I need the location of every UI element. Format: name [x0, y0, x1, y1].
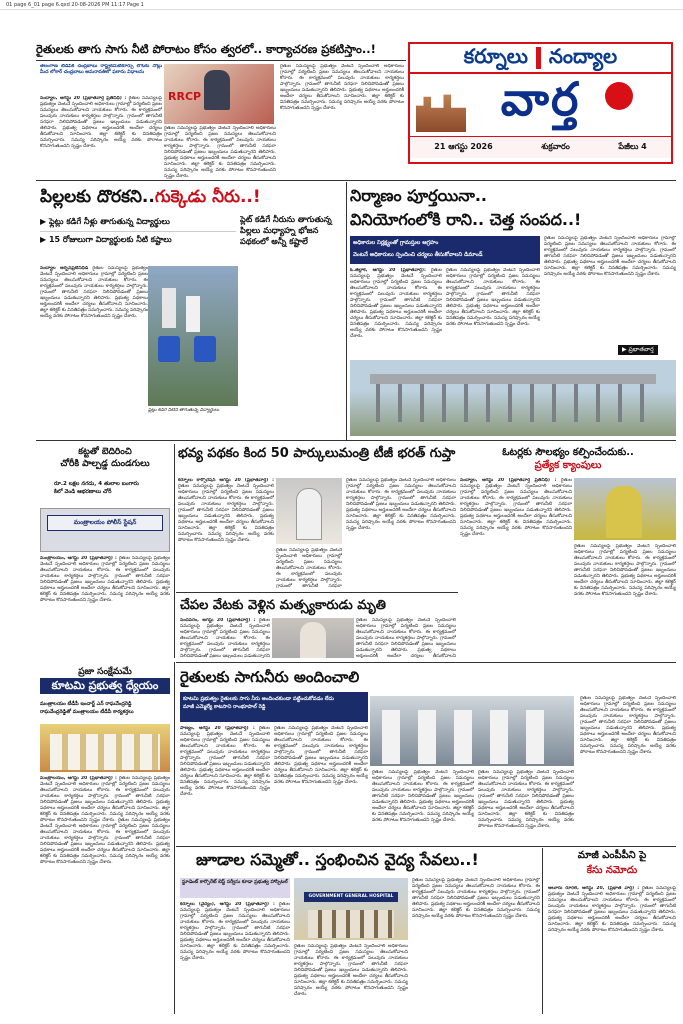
- story9-sub-1: కూటమి ప్రభుత్వం రైతులకు సాగు నీరు అందించకుండా పట్టించుకోవడం లేదు: [183, 696, 334, 702]
- story4-text: రైతుల సమస్యలపై ప్రభుత్వం వెంటనే స్పందించాలి అధికారులు గ్రామాల్లో పర్యటించి ప్రజల సమస్యలు తెలుసుకోవాలని నాయకులు కోరారు. ఈ కార్యక్రమంలో పలువురు నాయకులు కార్యకర్తలు పాల్గొన్నారు. గ్రామంలో తాగునీటి సరఫరా నిలిచిపోవడంతో ప్రజలు ఇబ్బందులు పడుతున్నారని తెలిపారు. ప్రభుత్వ పథకాలు అర్హులందరికీ అందేలా చర్యలు తీసుకోవాలని సూచించారు. జిల్లా కలెక్టర్ కు వినతిపత్రం సమర్పించారు. సమస్య పరిష్కారం అయ్యే వరకు పోరాటం కొనసాగుతుందని స్పష్టం చేశారు.: [40, 556, 170, 603]
- story1-headline-wrap: [36, 40, 404, 60]
- story3-photo-credit: ▶ ప్రభాతవార్త: [618, 345, 658, 355]
- story2-headline-red: గుక్కెడు నీరు..!: [154, 187, 261, 207]
- story1-dateline: నంద్యాల, ఆగస్టు 20 (ప్రభాతవార్త ప్రతినిధి) :: [40, 96, 127, 101]
- masthead-separator: [536, 47, 541, 69]
- fisherman-figure: [300, 622, 326, 658]
- story10-sub-1-box: [180, 878, 290, 898]
- story6-text: రైతుల సమస్యలపై ప్రభుత్వం వెంటనే స్పందించాలి అధికారులు గ్రామాల్లో పర్యటించి ప్రజల సమస్యలు తెలుసుకోవాలని నాయకులు కోరారు. ఈ కార్యక్రమంలో పలువురు నాయకులు కార్యకర్తలు పాల్గొన్నారు. గ్రామంలో తాగునీటి సరఫరా నిలిచిపోవడంతో ప్రజలు ఇబ్బందులు పడుతున్నారని తెలిపారు. ప్రభుత్వ పథకాలు అర్హులందరికీ అందేలా చర్యలు తీసుకోవాలని సూచించారు. జిల్లా కలెక్టర్ కు వినతిపత్రం సమర్పించారు. సమస్య పరిష్కారం అయ్యే వరకు పోరాటం కొనసాగుతుందని స్పష్టం చేశారు.: [460, 478, 572, 537]
- story8-body: [40, 776, 170, 1016]
- story4-headline-line1: కట్టతో బెదిరించి: [78, 447, 132, 457]
- story5-text: రైతుల సమస్యలపై ప్రభుత్వం వెంటనే స్పందించాలి అధికారులు గ్రామాల్లో పర్యటించి ప్రజల సమస్యలు తెలుసుకోవాలని నాయకులు కోరారు. ఈ కార్యక్రమంలో పలువురు నాయకులు కార్యకర్తలు పాల్గొన్నారు. గ్రామంలో తాగునీటి సరఫరా నిలిచిపోవడంతో ప్రజలు ఇబ్బందులు పడుతున్నారని తెలిపారు. ప్రభుత్వ పథకాలు అర్హులందరికీ అందేలా చర్యలు తీసుకోవాలని సూచించారు. జిల్లా కలెక్టర్ కు వినతిపత్రం సమర్పించారు. సమస్య పరిష్కారం అయ్యే వరకు పోరాటం కొనసాగుతుందని స్పష్టం చేశారు.: [178, 484, 274, 543]
- story10-photo: [294, 878, 408, 940]
- student-figure: [162, 288, 176, 328]
- story9-subs: [180, 692, 368, 722]
- story2-body: [40, 266, 148, 412]
- column-rule: [346, 182, 347, 440]
- story2-photo: [148, 266, 238, 406]
- story3-sub2: వెంటనే అధికారులు స్పందించి చర్యలు తీసుకోవాలని డిమాండ్: [353, 252, 483, 258]
- story2-caption: ప్లేట్లు కడిగే నీటిని తాగుతున్న విద్యార్థులు: [148, 408, 220, 413]
- story1-body-col3: రైతుల సమస్యలపై ప్రభుత్వం వెంటనే స్పందించాలి అధికారులు గ్రామాల్లో పర్యటించి ప్రజల సమస్యలు తెలుసుకోవాలని నాయకులు కోరారు. ఈ కార్యక్రమంలో పలువురు నాయకులు కార్యకర్తలు పాల్గొన్నారు. గ్రామంలో తాగునీటి సరఫరా నిలిచిపోవడంతో ప్రజలు ఇబ్బందులు పడుతున్నారని తెలిపారు. ప్రభుత్వ పథకాలు అర్హులందరికీ అందేలా చర్యలు తీసుకోవాలని సూచించారు. జిల్లా కలెక్టర్ కు వినతిపత్రం సమర్పించారు. సమస్య పరిష్కారం అయ్యే వరకు పోరాటం కొనసాగుతుందని స్పష్టం చేశారు.: [280, 64, 404, 111]
- story7-headline: చేపల వేటకు వెళ్లిన మత్స్యకారుడు మృతి: [180, 598, 386, 613]
- story4-sub-1: రూ.2 లక్షల నగదు, 4 తులాల బంగారు: [54, 481, 139, 487]
- brand-name: వార్త: [500, 72, 581, 126]
- story8-headline-line2: కూటమి ప్రభుత్వ ధ్యేయం: [40, 678, 170, 694]
- student-figure: [186, 296, 200, 332]
- story3-headline-line2: వినియోగంలోకి రాని.. చెత్త సంపద..!: [350, 210, 582, 229]
- press-meet-figures: [382, 710, 562, 764]
- story4-subs: [54, 480, 164, 502]
- story4-body: [40, 556, 170, 664]
- story4-headline: [40, 446, 170, 476]
- story3-body-col3: రైతుల సమస్యలపై ప్రభుత్వం వెంటనే స్పందించాలి అధికారులు గ్రామాల్లో పర్యటించి ప్రజల సమస్యలు తెలుసుకోవాలని నాయకులు కోరారు. ఈ కార్యక్రమంలో పలువురు నాయకులు కార్యకర్తలు పాల్గొన్నారు. గ్రామంలో తాగునీటి సరఫరా నిలిచిపోవడంతో ప్రజలు ఇబ్బందులు పడుతున్నారని తెలిపారు. ప్రభుత్వ పథకాలు అర్హులందరికీ అందేలా చర్యలు తీసుకోవాలని సూచించారు. జిల్లా కలెక్టర్ కు వినతిపత్రం సమర్పించారు. సమస్య పరిష్కారం అయ్యే వరకు పోరాటం కొనసాగుతుందని స్పష్టం చేశారు.: [544, 236, 676, 277]
- story7-body: [180, 618, 270, 658]
- police-station-sign: మంత్రాలయం పోలీస్ స్టేషన్: [47, 515, 163, 531]
- story2-pullquote: ప్లెట్ కడిగే నీరును తాగుతున్న పిల్లలు మధ్యాహ్న భోజన పథకంలో అన్నీ కష్టాలే: [240, 214, 332, 247]
- story9-body: [180, 726, 270, 844]
- section-rule-4: [176, 662, 676, 663]
- story10-headline: జూడాల సమ్మెతో.. స్తంభించిన వైద్య సేవలు..!: [196, 850, 479, 869]
- minister-figure: [296, 488, 322, 540]
- story10-sub-1: స్టూడెంట్ కార్పొరేట్ బెస్ట్ సర్వీసు కూడా ప్రభుత్వ హాస్పిటల్: [182, 880, 288, 885]
- fort-icon: [416, 88, 466, 132]
- shed-pillars: [376, 384, 650, 422]
- story3-dateline: ఓ.జిల్లాకే, ఆగస్టు 20 (ప్రభాతవార్త):: [350, 268, 426, 273]
- shed-roof: [370, 374, 656, 384]
- story8-sub-1: మంత్రాలయం టీడీపీ ఇంచార్జ్ ఎన్ రాఘవేంద్రరెడ్డి: [40, 701, 132, 707]
- masthead-date: 21 ఆగస్టు 2026: [434, 142, 493, 151]
- story2-dateline: నంద్యాల ఆర్బనఫ్రటినిధిడి: [40, 266, 89, 271]
- story8-text-more: రైతుల సమస్యలపై ప్రభుత్వం వెంటనే స్పందించాలి అధికారులు గ్రామాల్లో పర్యటించి ప్రజల సమస్యలు తెలుసుకోవాలని నాయకులు కోరారు. ఈ కార్యక్రమంలో పలువురు నాయకులు కార్యకర్తలు పాల్గొన్నారు. గ్రామంలో తాగునీటి సరఫరా నిలిచిపోవడంతో ప్రజలు ఇబ్బందులు పడుతున్నారని తెలిపారు. ప్రభుత్వ పథకాలు అర్హులందరికీ అందేలా చర్యలు తీసుకోవాలని సూచించారు. జిల్లా కలెక్టర్ కు వినతిపత్రం సమర్పించారు. సమస్య పరిష్కారం అయ్యే వరకు పోరాటం కొనసాగుతుందని స్పష్టం చేశారు.: [40, 818, 170, 865]
- story10-body-col3: రైతుల సమస్యలపై ప్రభుత్వం వెంటనే స్పందించాలి అధికారులు గ్రామాల్లో పర్యటించి ప్రజల సమస్యలు తెలుసుకోవాలని నాయకులు కోరారు. ఈ కార్యక్రమంలో పలువురు నాయకులు కార్యకర్తలు పాల్గొన్నారు. గ్రామంలో తాగునీటి సరఫరా నిలిచిపోవడంతో ప్రజలు ఇబ్బందులు పడుతున్నారని తెలిపారు. ప్రభుత్వ పథకాలు అర్హులందరికీ అందేలా చర్యలు తీసుకోవాలని సూచించారు. జిల్లా కలెక్టర్ కు వినతిపత్రం సమర్పించారు. సమస్య పరిష్కారం అయ్యే వరకు పోరాటం కొనసాగుతుందని స్పష్టం చేశారు.: [412, 878, 540, 919]
- story3-headline-line1: నిర్మాణం పూర్తయినా..: [350, 186, 487, 205]
- story9-sub-2: మాజీ ఎమ్మెల్యే కాటసాని రాంభూపాల్ రెడ్డి: [183, 704, 266, 710]
- section-rule-2: [36, 440, 676, 441]
- story7-dateline: నందవరం, ఆగస్టు 20 (ప్రభాతవార్త) :: [180, 618, 256, 623]
- story10-body-col2: రైతుల సమస్యలపై ప్రభుత్వం వెంటనే స్పందించాలి అధికారులు గ్రామాల్లో పర్యటించి ప్రజల సమస్యలు తెలుసుకోవాలని నాయకులు కోరారు. ఈ కార్యక్రమంలో పలువురు నాయకులు కార్యకర్తలు పాల్గొన్నారు. గ్రామంలో తాగునీటి సరఫరా నిలిచిపోవడంతో ప్రజలు ఇబ్బందులు పడుతున్నారని తెలిపారు. ప్రభుత్వ పథకాలు అర్హులందరికీ అందేలా చర్యలు తీసుకోవాలని సూచించారు. జిల్లా కలెక్టర్ కు వినతిపత్రం సమర్పించారు. సమస్య పరిష్కారం అయ్యే వరకు పోరాటం కొనసాగుతుందని స్పష్టం చేశారు.: [294, 944, 408, 997]
- story5-body-col2: రైతుల సమస్యలపై ప్రభుత్వం వెంటనే స్పందించాలి అధికారులు గ్రామాల్లో పర్యటించి ప్రజల సమస్యలు తెలుసుకోవాలని నాయకులు కోరారు. ఈ కార్యక్రమంలో పలువురు నాయకులు కార్యకర్తలు పాల్గొన్నారు. గ్రామంలో తాగునీటి సరఫరా: [276, 548, 342, 588]
- story2-headline: [40, 184, 340, 210]
- story1-side-note: తెలంగాణ టీడీపీకి చంద్రబాబు రాష్ట్రకమిటీకూర్పు లోటకు నోట్లు మీద లోకార్ చంద్రబాబు అమరావతిలో ఫలాను విధాలను: [40, 64, 162, 75]
- story9-headline: రైతులకు సాగునీరు అందించాలి: [180, 668, 360, 686]
- story6-photo: [574, 478, 676, 540]
- story9-body-col3: రైతుల సమస్యలపై ప్రభుత్వం వెంటనే స్పందించాలి అధికారులు గ్రామాల్లో పర్యటించి ప్రజల సమస్యలు తెలుసుకోవాలని నాయకులు కోరారు. ఈ కార్యక్రమంలో పలువురు నాయకులు కార్యకర్తలు పాల్గొన్నారు. గ్రామంలో తాగునీటి సరఫరా నిలిచిపోవడంతో ప్రజలు ఇబ్బందులు పడుతున్నారని తెలిపారు. ప్రభుత్వ పథకాలు అర్హులందరికీ అందేలా చర్యలు తీసుకోవాలని సూచించారు. జిల్లా కలెక్టర్ కు వినతిపత్రం సమర్పించారు. సమస్య పరిష్కారం అయ్యే వరకు పోరాటం కొనసాగుతుందని స్పష్టం చేశారు.: [372, 770, 474, 823]
- story6-body-col2: రైతుల సమస్యలపై ప్రభుత్వం వెంటనే స్పందించాలి అధికారులు గ్రామాల్లో పర్యటించి ప్రజల సమస్యలు తెలుసుకోవాలని నాయకులు కోరారు. ఈ కార్యక్రమంలో పలువురు నాయకులు కార్యకర్తలు పాల్గొన్నారు. గ్రామంలో తాగునీటి సరఫరా నిలిచిపోవడంతో ప్రజలు ఇబ్బందులు పడుతున్నారని తెలిపారు. ప్రభుత్వ పథకాలు అర్హులందరికీ అందేలా చర్యలు తీసుకోవాలని సూచించారు. జిల్లా కలెక్టర్ కు వినతిపత్రం సమర్పించారు. సమస్య పరిష్కారం అయ్యే వరకు పోరాటం కొనసాగుతుందని స్పష్టం చేశారు.: [574, 544, 676, 597]
- story11-text: రైతుల సమస్యలపై ప్రభుత్వం వెంటనే స్పందించాలి అధికారులు గ్రామాల్లో పర్యటించి ప్రజల సమస్యలు తెలుసుకోవాలని నాయకులు కోరారు. ఈ కార్యక్రమంలో పలువురు నాయకులు కార్యకర్తలు పాల్గొన్నారు. గ్రామంలో తాగునీటి సరఫరా నిలిచిపోవడంతో ప్రజలు ఇబ్బందులు పడుతున్నారని తెలిపారు. ప్రభుత్వ పథకాలు అర్హులందరికీ అందేలా చర్యలు తీసుకోవాలని సూచించారు. జిల్లా కలెక్టర్ కు వినతిపత్రం సమర్పించారు. సమస్య పరిష్కారం అయ్యే వరకు పోరాటం కొనసాగుతుందని స్పష్టం చేశారు.: [548, 886, 676, 933]
- story3-text: రైతుల సమస్యలపై ప్రభుత్వం వెంటనే స్పందించాలి అధికారులు గ్రామాల్లో పర్యటించి ప్రజల సమస్యలు తెలుసుకోవాలని నాయకులు కోరారు. ఈ కార్యక్రమంలో పలువురు నాయకులు కార్యకర్తలు పాల్గొన్నారు. గ్రామంలో తాగునీటి సరఫరా నిలిచిపోవడంతో ప్రజలు ఇబ్బందులు పడుతున్నారని తెలిపారు. ప్రభుత్వ పథకాలు అర్హులందరికీ అందేలా చర్యలు తీసుకోవాలని సూచించారు. జిల్లా కలెక్టర్ కు వినతిపత్రం సమర్పించారు. సమస్య పరిష్కారం అయ్యే వరకు పోరాటం కొనసాగుతుందని స్పష్టం చేశారు.: [350, 268, 442, 339]
- story11-dateline: ఆలూరు రూరల్, ఆగస్టు 20, (ప్రభాత వార్త) :: [548, 886, 640, 891]
- story8-text: రైతుల సమస్యలపై ప్రభుత్వం వెంటనే స్పందించాలి అధికారులు గ్రామాల్లో పర్యటించి ప్రజల సమస్యలు తెలుసుకోవాలని నాయకులు కోరారు. ఈ కార్యక్రమంలో పలువురు నాయకులు కార్యకర్తలు పాల్గొన్నారు. గ్రామంలో తాగునీటి సరఫరా నిలిచిపోవడంతో ప్రజలు ఇబ్బందులు పడుతున్నారని తెలిపారు. ప్రభుత్వ పథకాలు అర్హులందరికీ అందేలా చర్యలు తీసుకోవాలని సూచించారు. జిల్లా కలెక్టర్ కు వినతిపత్రం సమర్పించారు. సమస్య పరిష్కారం అయ్యే వరకు పోరాటం కొనసాగుతుందని స్పష్టం చేశారు.: [40, 776, 170, 823]
- story9-photo: [370, 696, 574, 766]
- group-figures: [50, 734, 160, 770]
- official-figure: [606, 486, 642, 538]
- story7-text: రైతుల సమస్యలపై ప్రభుత్వం వెంటనే స్పందించాలి అధికారులు గ్రామాల్లో పర్యటించి ప్రజల సమస్యలు తెలుసుకోవాలని నాయకులు కోరారు. ఈ కార్యక్రమంలో పలువురు నాయకులు కార్యకర్తలు పాల్గొన్నారు. గ్రామంలో తాగునీటి సరఫరా నిలిచిపోవడంతో ప్రజలు ఇబ్బందులు పడుతున్నారని: [180, 618, 270, 658]
- story8-subs: [40, 700, 170, 722]
- story1-person: [204, 70, 230, 110]
- story6-dateline: నంద్యాల, ఆగస్టు 20 (ప్రభాతవార్త ప్రతినిధి) :: [460, 478, 557, 483]
- story3-headline: [350, 184, 676, 234]
- masthead-day: శుక్రవారం: [541, 142, 570, 151]
- story7-photo: [272, 618, 354, 658]
- story8-headline-line1: ప్రజా సంక్షేమమే: [78, 667, 132, 677]
- story7-body-col2: రైతుల సమస్యలపై ప్రభుత్వం వెంటనే స్పందించాలి అధికారులు గ్రామాల్లో పర్యటించి ప్రజల సమస్యలు తెలుసుకోవాలని నాయకులు కోరారు. ఈ కార్యక్రమంలో పలువురు నాయకులు కార్యకర్తలు పాల్గొన్నారు. గ్రామంలో తాగునీటి సరఫరా నిలిచిపోవడంతో ప్రజలు ఇబ్బందులు పడుతున్నారని తెలిపారు. ప్రభుత్వ పథకాలు అర్హులందరికీ అందేలా చర్యలు తీసుకోవాలని: [356, 618, 456, 658]
- column-rule: [174, 444, 175, 658]
- story4-dateline: మంత్రాలయం, ఆగస్టు 20 (ప్రభాతవార్త) :: [40, 556, 117, 561]
- masthead-page: పేజీలు 4: [618, 142, 647, 151]
- hospital-sign: GOVERNMENT GENERAL HOSPITAL: [304, 892, 398, 902]
- protest-crowd: [308, 910, 394, 938]
- story6-headline-line1: ఓటర్లకు సౌలభ్యం కల్పించేందుకు..: [502, 447, 634, 458]
- story3-photo: [350, 360, 676, 436]
- story2-bullet-2: ▶ 15 రోజులుగా విద్యార్థులకు నీటి కష్టాలు: [40, 235, 172, 244]
- story1-rule: [36, 60, 406, 61]
- story5-headline: భవ్య పథకం కింద 50 పార్కులుమంత్రి టీజీ భరత్ గుప్తా: [178, 446, 456, 461]
- story10-body: [180, 902, 290, 1014]
- story2-bullets: [40, 214, 236, 260]
- story11-headline-line2: కేసు నమోదు: [586, 865, 638, 876]
- water-drum-icon: [194, 336, 216, 362]
- story1-photo-banner: RRCP: [168, 90, 202, 103]
- story3-subheads: [350, 236, 540, 264]
- story6-body: [460, 478, 572, 654]
- water-drum-icon: [158, 336, 180, 362]
- section-rule-5: [176, 846, 676, 847]
- story2-bullet-1: ▶ ఫ్లెట్లు కడిగే నీళ్లు తాగుతున్న విద్యార్థులు: [40, 214, 236, 232]
- story3-body-col2: రైతుల సమస్యలపై ప్రభుత్వం వెంటనే స్పందించాలి అధికారులు గ్రామాల్లో పర్యటించి ప్రజల సమస్యలు తెలుసుకోవాలని నాయకులు కోరారు. ఈ కార్యక్రమంలో పలువురు నాయకులు కార్యకర్తలు పాల్గొన్నారు. గ్రామంలో తాగునీటి సరఫరా నిలిచిపోవడంతో ప్రజలు ఇబ్బందులు పడుతున్నారని తెలిపారు. ప్రభుత్వ పథకాలు అర్హులందరికీ అందేలా చర్యలు తీసుకోవాలని సూచించారు. జిల్లా కలెక్టర్ కు వినతిపత్రం సమర్పించారు. సమస్య పరిష్కారం అయ్యే వరకు పోరాటం కొనసాగుతుందని స్పష్టం చేశారు.: [446, 268, 540, 327]
- story11-headline-line1: మాజీ ఎంపీపీని పై: [577, 850, 647, 861]
- story2-headline-black: పిల్లలకు దొరకని..: [40, 187, 155, 207]
- story8-sub-2: రాఘవేంద్రరెడ్డితో మంత్రాలయం టీడీపీ కార్యకర్తలు: [40, 709, 134, 715]
- story3-body: [350, 268, 442, 358]
- masthead: [408, 42, 673, 164]
- story10-dateline: కర్నూలు (వైద్యం), ఆగస్టు 20 (ప్రభాతవార్త) :: [180, 902, 275, 907]
- story11-headline: [548, 848, 676, 882]
- story5-body: [178, 478, 274, 588]
- story2-text: రైతుల సమస్యలపై ప్రభుత్వం వెంటనే స్పందించాలి అధికారులు గ్రామాల్లో పర్యటించి ప్రజల సమస్యలు తెలుసుకోవాలని నాయకులు కోరారు. ఈ కార్యక్రమంలో పలువురు నాయకులు కార్యకర్తలు పాల్గొన్నారు. గ్రామంలో తాగునీటి సరఫరా నిలిచిపోవడంతో ప్రజలు ఇబ్బందులు పడుతున్నారని తెలిపారు. ప్రభుత్వ పథకాలు అర్హులందరికీ అందేలా చర్యలు తీసుకోవాలని సూచించారు. జిల్లా కలెక్టర్ కు వినతిపత్రం సమర్పించారు. సమస్య పరిష్కారం అయ్యే వరకు పోరాటం కొనసాగుతుందని స్పష్టం చేశారు.: [40, 266, 148, 319]
- masthead-city-right: నంద్యాల: [548, 43, 618, 68]
- logo-dot-icon: [605, 82, 633, 110]
- masthead-city-left: కర్నూలు: [463, 43, 528, 68]
- story9-dateline: పాణ్యం, ఆగస్టు 20 (ప్రభాతవార్త) :: [180, 726, 255, 731]
- column-rule: [174, 662, 175, 1014]
- story6-headline-line2: ప్రత్యేక క్యాంపులు: [534, 460, 602, 471]
- story1-text: రైతుల సమస్యలపై ప్రభుత్వం వెంటనే స్పందించాలి అధికారులు గ్రామాల్లో పర్యటించి ప్రజల సమస్యలు తెలుసుకోవాలని నాయకులు కోరారు. ఈ కార్యక్రమంలో పలువురు నాయకులు కార్యకర్తలు పాల్గొన్నారు. గ్రామంలో తాగునీటి సరఫరా నిలిచిపోవడంతో ప్రజలు ఇబ్బందులు పడుతున్నారని తెలిపారు. ప్రభుత్వ పథకాలు అర్హులందరికీ అందేలా చర్యలు తీసుకోవాలని సూచించారు. జిల్లా కలెక్టర్ కు వినతిపత్రం సమర్పించారు. సమస్య పరిష్కారం అయ్యే వరకు పోరాటం కొనసాగుతుందని స్పష్టం చేశారు.: [40, 96, 162, 149]
- print-header: 01 page 6_01 page 6.qxd 20-08-2026 PM 11:17 Page 1: [0, 0, 683, 10]
- story4-photo: [40, 508, 170, 552]
- story8-dateline: మంత్రాలయం, ఆగస్టు 20 (ప్రభాతవార్త) :: [40, 776, 117, 781]
- story1-body-col2: రైతుల సమస్యలపై ప్రభుత్వం వెంటనే స్పందించాలి అధికారులు గ్రామాల్లో పర్యటించి ప్రజల సమస్యలు తెలుసుకోవాలని నాయకులు కోరారు. ఈ కార్యక్రమంలో పలువురు నాయకులు కార్యకర్తలు పాల్గొన్నారు. గ్రామంలో తాగునీటి సరఫరా నిలిచిపోవడంతో ప్రజలు ఇబ్బందులు పడుతున్నారని తెలిపారు. ప్రభుత్వ పథకాలు అర్హులందరికీ అందేలా చర్యలు తీసుకోవాలని సూచించారు. జిల్లా కలెక్టర్ కు వినతిపత్రం సమర్పించారు. సమస్య పరిష్కారం అయ్యే వరకు పోరాటం కొనసాగుతుందని స్పష్టం చేశారు.: [164, 126, 276, 179]
- story1-headline: రైతులకు తాగు సాగు నీటి పోరాటం కోసం త్వరలో.. కార్యాచరణ ప్రకటిస్తాం..!: [36, 42, 376, 56]
- section-rule-3: [176, 592, 458, 593]
- story9-text: రైతుల సమస్యలపై ప్రభుత్వం వెంటనే స్పందించాలి అధికారులు గ్రామాల్లో పర్యటించి ప్రజల సమస్యలు తెలుసుకోవాలని నాయకులు కోరారు. ఈ కార్యక్రమంలో పలువురు నాయకులు కార్యకర్తలు పాల్గొన్నారు. గ్రామంలో తాగునీటి సరఫరా నిలిచిపోవడంతో ప్రజలు ఇబ్బందులు పడుతున్నారని తెలిపారు. ప్రభుత్వ పథకాలు అర్హులందరికీ అందేలా చర్యలు తీసుకోవాలని సూచించారు. జిల్లా కలెక్టర్ కు వినతిపత్రం సమర్పించారు. సమస్య పరిష్కారం అయ్యే వరకు పోరాటం కొనసాగుతుందని స్పష్టం చేశారు.: [180, 726, 270, 797]
- story11-body: [548, 886, 676, 1014]
- story5-dateline: కర్నూలు కార్పొరేషన్ ఆగస్టు 20 (ప్రభాతవార్త) :: [178, 478, 274, 483]
- story6-headline: [460, 446, 676, 474]
- story9-body-col5: రైతుల సమస్యలపై ప్రభుత్వం వెంటనే స్పందించాలి అధికారులు గ్రామాల్లో పర్యటించి ప్రజల సమస్యలు తెలుసుకోవాలని నాయకులు కోరారు. ఈ కార్యక్రమంలో పలువురు నాయకులు కార్యకర్తలు పాల్గొన్నారు. గ్రామంలో తాగునీటి సరఫరా నిలిచిపోవడంతో ప్రజలు ఇబ్బందులు పడుతున్నారని తెలిపారు. ప్రభుత్వ పథకాలు అర్హులందరికీ అందేలా చర్యలు తీసుకోవాలని సూచించారు. జిల్లా కలెక్టర్ కు వినతిపత్రం సమర్పించారు. సమస్య పరిష్కారం అయ్యే వరకు పోరాటం కొనసాగుతుందని స్పష్టం చేశారు.: [580, 696, 676, 755]
- column-rule: [542, 848, 543, 1014]
- section-rule-1: [36, 180, 676, 181]
- story5-body-col3: రైతుల సమస్యలపై ప్రభుత్వం వెంటనే స్పందించాలి అధికారులు గ్రామాల్లో పర్యటించి ప్రజల సమస్యలు తెలుసుకోవాలని నాయకులు కోరారు. ఈ కార్యక్రమంలో పలువురు నాయకులు కార్యకర్తలు పాల్గొన్నారు. గ్రామంలో తాగునీటి సరఫరా నిలిచిపోవడంతో ప్రజలు ఇబ్బందులు పడుతున్నారని తెలిపారు. ప్రభుత్వ పథకాలు అర్హులందరికీ అందేలా చర్యలు తీసుకోవాలని సూచించారు. జిల్లా కలెక్టర్ కు వినతిపత్రం సమర్పించారు. సమస్య పరిష్కారం అయ్యే వరకు పోరాటం కొనసాగుతుందని స్పష్టం చేశారు.: [346, 478, 456, 531]
- brand-logo: [410, 74, 671, 136]
- story9-body-col2: రైతుల సమస్యలపై ప్రభుత్వం వెంటనే స్పందించాలి అధికారులు గ్రామాల్లో పర్యటించి ప్రజల సమస్యలు తెలుసుకోవాలని నాయకులు కోరారు. ఈ కార్యక్రమంలో పలువురు నాయకులు కార్యకర్తలు పాల్గొన్నారు. గ్రామంలో తాగునీటి సరఫరా నిలిచిపోవడంతో ప్రజలు ఇబ్బందులు పడుతున్నారని తెలిపారు. ప్రభుత్వ పథకాలు అర్హులందరికీ అందేలా చర్యలు తీసుకోవాలని సూచించారు. జిల్లా కలెక్టర్ కు వినతిపత్రం సమర్పించారు. సమస్య పరిష్కారం అయ్యే వరకు పోరాటం కొనసాగుతుందని స్పష్టం చేశారు.: [274, 726, 368, 785]
- story8-photo: [40, 724, 170, 772]
- story4-sub-2: కిలో వెండి ఆభరణాలు చోరీ: [54, 489, 112, 495]
- story1-photo: [164, 64, 274, 124]
- story10-text: రైతుల సమస్యలపై ప్రభుత్వం వెంటనే స్పందించాలి అధికారులు గ్రామాల్లో పర్యటించి ప్రజల సమస్యలు తెలుసుకోవాలని నాయకులు కోరారు. ఈ కార్యక్రమంలో పలువురు నాయకులు కార్యకర్తలు పాల్గొన్నారు. గ్రామంలో తాగునీటి సరఫరా నిలిచిపోవడంతో ప్రజలు ఇబ్బందులు పడుతున్నారని తెలిపారు. ప్రభుత్వ పథకాలు అర్హులందరికీ అందేలా చర్యలు తీసుకోవాలని సూచించారు. జిల్లా కలెక్టర్ కు వినతిపత్రం సమర్పించారు. సమస్య పరిష్కారం అయ్యే వరకు పోరాటం కొనసాగుతుందని స్పష్టం చేశారు.: [180, 902, 290, 961]
- story4-headline-line2: చోరీకి పాల్పడ్డ దుండగులు: [60, 459, 150, 469]
- story5-photo: [276, 478, 342, 544]
- story3-sub1: అధికారుల నిర్లక్ష్యంతో గ్రామస్తుల ఆగ్రహం: [353, 240, 439, 246]
- story9-body-col4: రైతుల సమస్యలపై ప్రభుత్వం వెంటనే స్పందించాలి అధికారులు గ్రామాల్లో పర్యటించి ప్రజల సమస్యలు తెలుసుకోవాలని నాయకులు కోరారు. ఈ కార్యక్రమంలో పలువురు నాయకులు కార్యకర్తలు పాల్గొన్నారు. గ్రామంలో తాగునీటి సరఫరా నిలిచిపోవడంతో ప్రజలు ఇబ్బందులు పడుతున్నారని తెలిపారు. ప్రభుత్వ పథకాలు అర్హులందరికీ అందేలా చర్యలు తీసుకోవాలని సూచించారు. జిల్లా కలెక్టర్ కు వినతిపత్రం సమర్పించారు. సమస్య పరిష్కారం అయ్యే వరకు పోరాటం కొనసాగుతుందని స్పష్టం చేశారు.: [478, 770, 574, 829]
- story8-headline: [40, 666, 170, 698]
